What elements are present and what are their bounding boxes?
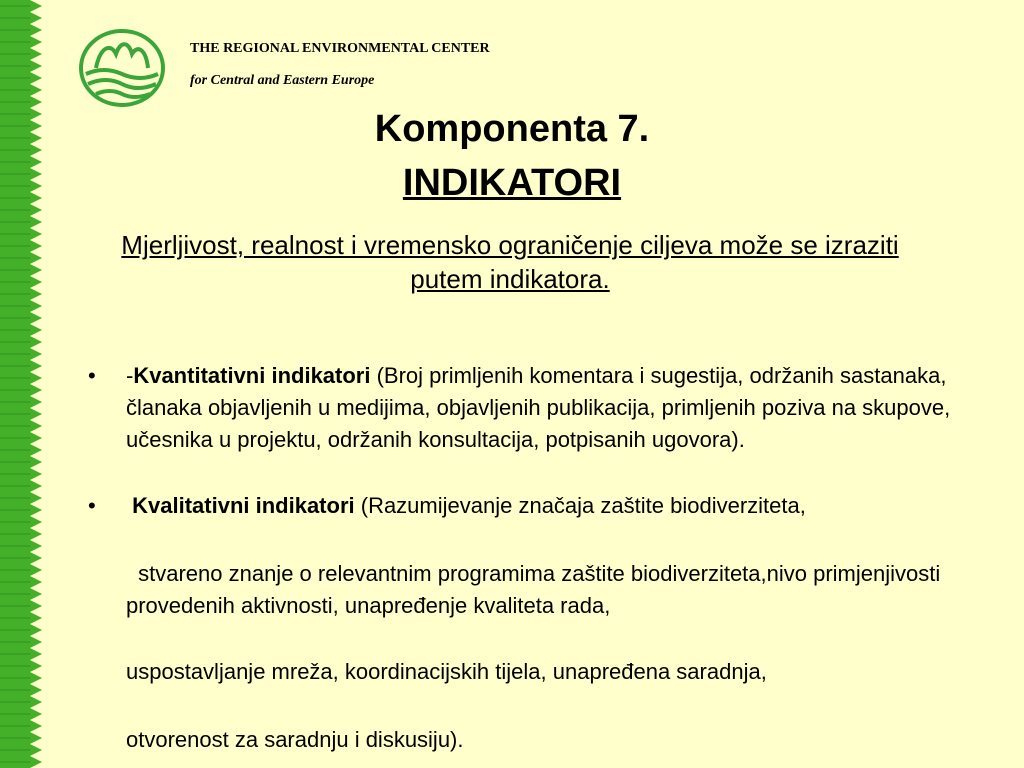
item-text: (Razumijevanje značaja zaštite biodiverziteta, xyxy=(354,493,806,518)
item-prefix: - xyxy=(126,363,134,388)
slide-title-indikatori: INDIKATORI xyxy=(402,162,622,204)
continuation-text: stvareno znanje o relevantnim programima zaštite biodiverziteta,nivo primjenjivosti provedenih aktivnosti, unapređenje kvaliteta rada, xyxy=(126,561,941,618)
slide-title: Komponenta 7. xyxy=(374,108,650,150)
item-heading: Kvantitativni indikatori xyxy=(133,363,371,388)
continuation-text: uspostavljanje mreža, koordinacijskih tijela, unapređena saradnja, xyxy=(126,659,767,684)
continuation-text: otvorenost za saradnju i diskusiju). xyxy=(126,727,464,752)
slide-subtitle: Mjerljivost, realnost i vremensko ograničenje ciljeva može se izraziti putem indikatora. xyxy=(121,230,899,294)
continuation-paragraph xyxy=(126,558,956,622)
org-name: THE REGIONAL ENVIRONMENTAL CENTER xyxy=(190,41,490,56)
org-subtitle: for Central and Eastern Europe xyxy=(190,73,375,88)
continuation-paragraph xyxy=(126,656,956,688)
item-text: (Broj primljenih komentara i sugestija, održanih sastanaka, članaka objavljenih u medijima, objavljenih publikacija, primljenih poziva na skupove, učesnika u projektu, održanih konsultacija, potpisanih ugovora). xyxy=(126,363,951,452)
list-item-quantitative xyxy=(126,360,956,456)
continuation-paragraph xyxy=(126,724,956,756)
bullet-marker: • xyxy=(88,493,96,518)
rec-logo-icon xyxy=(78,28,166,108)
bullet-marker: • xyxy=(88,363,96,388)
item-heading: Kvalitativni indikatori xyxy=(132,493,355,518)
list-item-qualitative xyxy=(126,490,956,522)
